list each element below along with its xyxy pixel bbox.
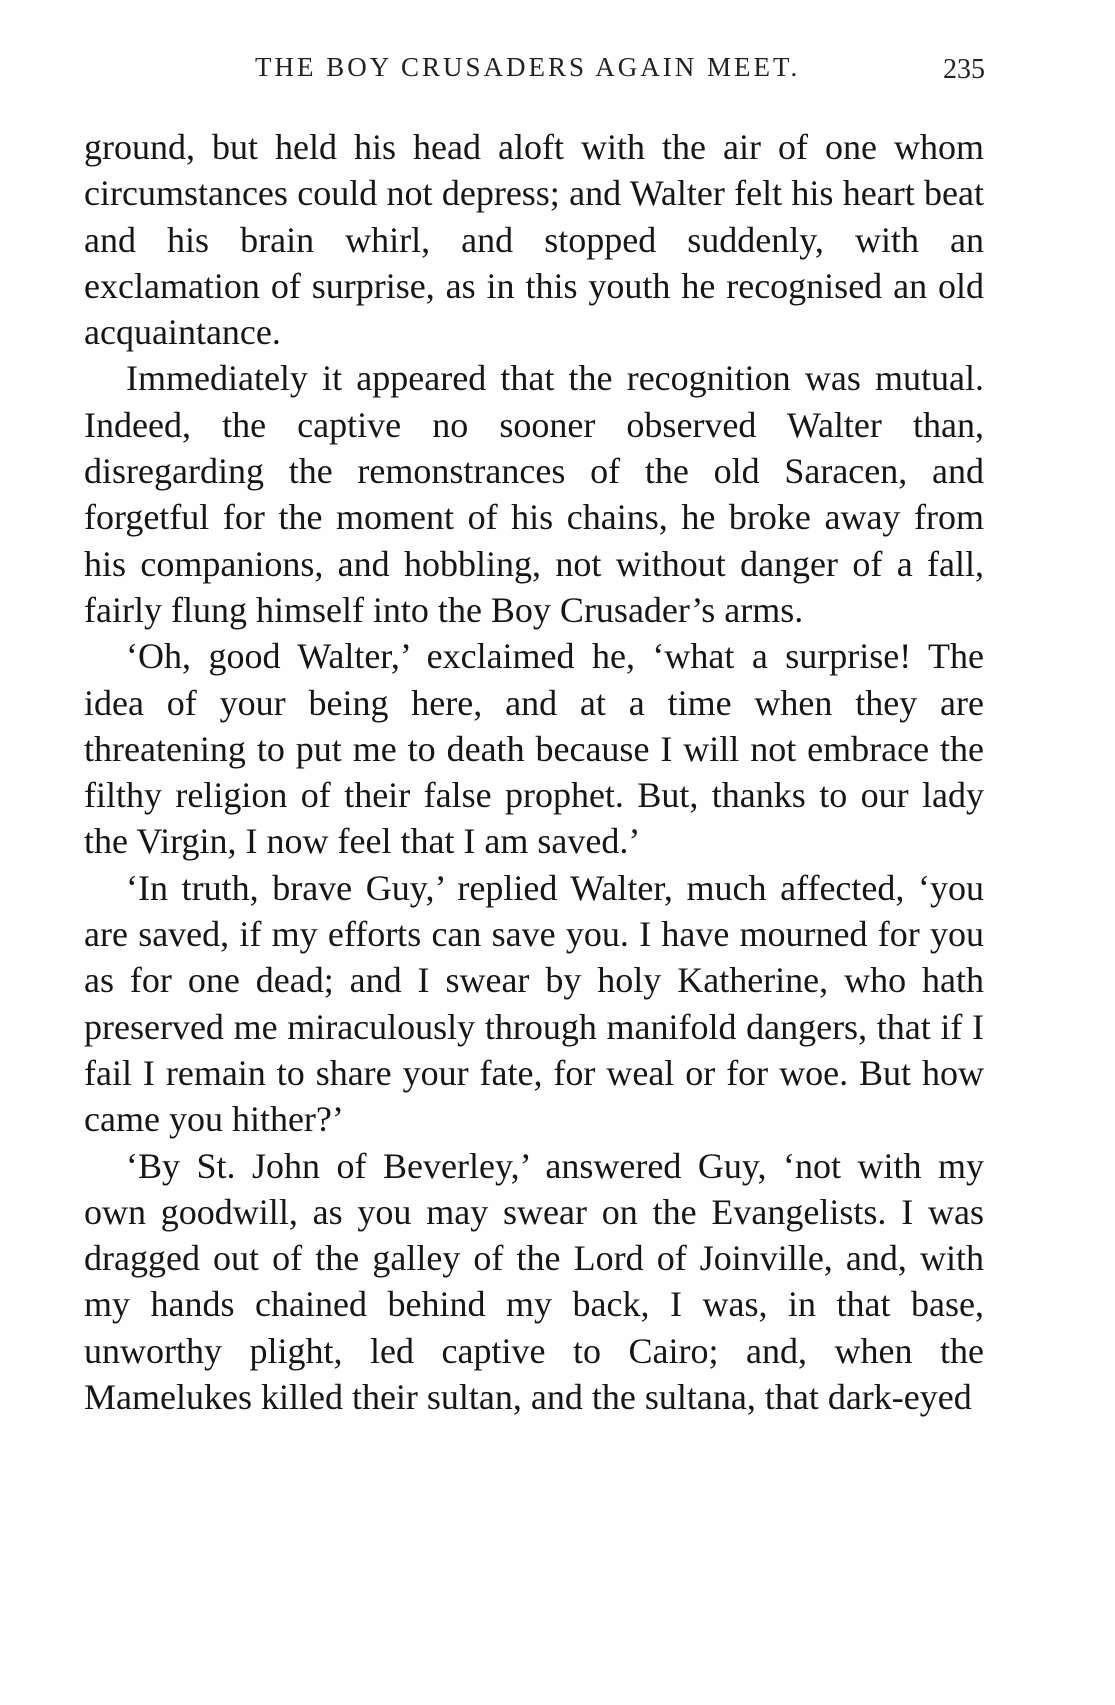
paragraph: ‘Oh, good Walter,’ exclaimed he, ‘what a surprise! The idea of your being here, and at a time when they are threatening to put me to death because I will not embrace the filthy religion of their false prophet. But, thanks to our lady the Virgin, I now feel that I am saved.’: [84, 636, 984, 862]
running-head: [0, 52, 1115, 92]
body-text: [84, 124, 984, 1420]
paragraph: ‘In truth, brave Guy,’ replied Walter, much affected, ‘you are saved, if my efforts can save you. I have mourned for you as for one dead; and I swear by holy Katherine, who hath preserved me miraculously through manifold dangers, that if I fail I remain to share your fate, for weal or for woe. But how came you hither?’: [84, 867, 984, 1140]
paragraph-continued: ground, but held his head aloft with the air of one whom circumstances could not depress; and Walter felt his heart beat and his brain whirl, and stopped suddenly, with an exclamation of surprise, as in this youth he recognised an old acquaintance.: [84, 127, 984, 353]
paragraph: Immediately it appeared that the recognition was mutual. Indeed, the captive no sooner observed Walter than, disregarding the remonstrances of the old Saracen, and forgetful for the moment of his chains, he broke away from his companions, and hobbling, not without danger of a fall, fairly flung himself into the Boy Crusader’s arms.: [84, 358, 984, 630]
page-number: 235: [943, 54, 985, 85]
paragraph: ‘By St. John of Beverley,’ answered Guy, ‘not with my own goodwill, as you may swear on the Evangelists. I was dragged out of the galley of the Lord of Joinville, and, with my hands chained behind my back, I was, in that base, unworthy plight, led captive to Cairo; and, when the Mamelukes killed their sultan, and the sultana, that dark-eyed: [84, 1145, 984, 1418]
running-title: THE BOY CRUSADERS AGAIN MEET.: [255, 52, 801, 82]
